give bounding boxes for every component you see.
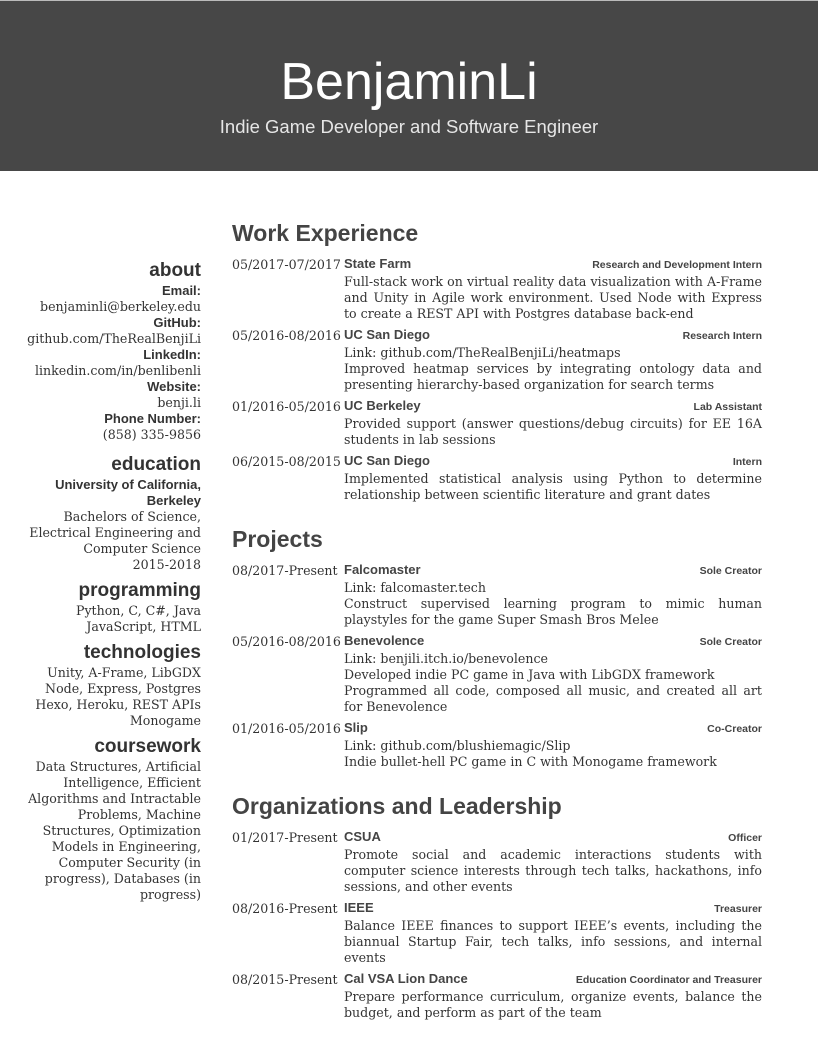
entry-line: Balance IEEE finances to support IEEE’s events, including the biannual Startup Fair, tech talks, info sessions, and internal events bbox=[344, 918, 762, 965]
section-projects bbox=[232, 525, 762, 770]
sidebar bbox=[20, 259, 201, 903]
github-label: GitHub: bbox=[153, 315, 201, 330]
email-label: Email: bbox=[161, 283, 201, 298]
entry bbox=[232, 899, 762, 966]
entry-line: Promote social and academic interactions students with computer science interests through tech talks, hackathons, info sessions, and other events bbox=[344, 847, 762, 894]
entry-date: 01/2016-05/2016 bbox=[232, 399, 341, 414]
entry-date: 08/2017-Present bbox=[232, 563, 338, 578]
email-value[interactable]: benjaminli@berkeley.edu bbox=[40, 299, 201, 314]
entry-line: Implemented statistical analysis using Python to determine relationship between scientific literature and grant dates bbox=[344, 471, 762, 502]
entry bbox=[232, 397, 762, 448]
entry-link[interactable]: Link: falcomaster.tech bbox=[344, 580, 486, 595]
entry-org: State Farm bbox=[344, 256, 412, 271]
entry bbox=[232, 326, 762, 393]
entry-org: Falcomaster bbox=[344, 562, 421, 577]
section-heading: Projects bbox=[232, 526, 323, 552]
coursework-list: Data Structures, Artificial Intelligence, Efficient Algorithms and Intractable Problems, Machine Structures, Optimization Models in Engineering, Computer Security (in progress), Databases (in progress) bbox=[28, 759, 201, 902]
entry-line: Programmed all code, composed all music, and created all art for Benevolence bbox=[344, 683, 762, 714]
section-heading: Organizations and Leadership bbox=[232, 793, 562, 819]
entry-org: IEEE bbox=[344, 900, 374, 915]
programming-line: Python, C, C#, Java bbox=[75, 603, 201, 618]
entry-date: 01/2016-05/2016 bbox=[232, 721, 341, 736]
education-heading: education bbox=[111, 454, 201, 475]
entry-line: Provided support (answer questions/debug circuits) for EE 16A students in lab sessions bbox=[344, 416, 762, 447]
entry-link[interactable]: Link: benjili.itch.io/benevolence bbox=[344, 651, 548, 666]
entry-date: 06/2015-08/2015 bbox=[232, 454, 341, 469]
programming-line: JavaScript, HTML bbox=[86, 619, 201, 634]
technologies-line: Monogame bbox=[129, 713, 201, 728]
tagline: Indie Game Developer and Software Engineer bbox=[219, 116, 599, 137]
entry bbox=[232, 561, 762, 628]
entry-org: Cal VSA Lion Dance bbox=[344, 971, 468, 986]
phone-value: (858) 335-9856 bbox=[102, 427, 201, 442]
entry-date: 08/2015-Present bbox=[232, 972, 338, 987]
technologies-line: Unity, A-Frame, LibGDX bbox=[47, 665, 201, 680]
main-content bbox=[232, 219, 762, 1043]
technologies-line: Node, Express, Postgres bbox=[45, 681, 201, 696]
entry bbox=[232, 719, 762, 770]
entry-org: UC San Diego bbox=[344, 453, 430, 468]
entry-role: Research Intern bbox=[682, 330, 762, 342]
entry-date: 05/2016-08/2016 bbox=[232, 328, 341, 343]
entry-date: 08/2016-Present bbox=[232, 901, 338, 916]
linkedin-value[interactable]: linkedin.com/in/benlibenli bbox=[34, 363, 201, 378]
phone-label: Phone Number: bbox=[104, 411, 201, 426]
entry-line: Developed indie PC game in Java with LibGDX framework bbox=[344, 667, 715, 682]
entry-link[interactable]: Link: github.com/TheRealBenjiLi/heatmaps bbox=[344, 345, 621, 360]
technologies-line: Hexo, Heroku, REST APIs bbox=[35, 697, 201, 712]
entry-role: Co-Creator bbox=[707, 723, 762, 735]
education-years: 2015-2018 bbox=[132, 557, 201, 572]
entry-link[interactable]: Link: github.com/blushiemagic/Slip bbox=[344, 738, 571, 753]
entry-org: CSUA bbox=[344, 829, 381, 844]
entry bbox=[232, 970, 762, 1021]
entry-line: Full-stack work on virtual reality data visualization with A-Frame and Unity in Agile work environment. Used Node with Express to create a REST API with Postgres database back-end bbox=[344, 274, 762, 321]
section-heading: Work Experience bbox=[232, 220, 419, 246]
header-banner bbox=[0, 0, 818, 171]
entry-org: UC San Diego bbox=[344, 327, 430, 342]
section-work-experience bbox=[232, 219, 762, 503]
entry-org: Benevolence bbox=[344, 633, 425, 648]
entry-org: UC Berkeley bbox=[344, 398, 421, 413]
entry-role: Sole Creator bbox=[699, 565, 762, 577]
entry-role: Officer bbox=[728, 832, 762, 844]
entry-date: 05/2016-08/2016 bbox=[232, 634, 341, 649]
coursework-heading: coursework bbox=[94, 736, 201, 757]
github-value[interactable]: github.com/TheRealBenjiLi bbox=[27, 331, 201, 346]
entry-line: Improved heatmap services by integrating ontology data and presenting hierarchy-based organization for search terms bbox=[344, 361, 762, 392]
entry-date: 05/2017-07/2017 bbox=[232, 257, 341, 272]
entry-role: Lab Assistant bbox=[693, 401, 762, 413]
entry bbox=[232, 255, 762, 322]
entry-role: Sole Creator bbox=[699, 636, 762, 648]
programming-heading: programming bbox=[78, 580, 201, 601]
entry-role: Intern bbox=[732, 456, 762, 468]
linkedin-label: LinkedIn: bbox=[143, 347, 201, 362]
technologies-heading: technologies bbox=[83, 642, 201, 663]
about-heading: about bbox=[149, 260, 201, 281]
entry-line: Indie bullet-hell PC game in C with Monogame framework bbox=[344, 754, 717, 769]
entry-role: Research and Development Intern bbox=[592, 259, 762, 271]
website-label: Website: bbox=[147, 379, 201, 394]
entry-org: Slip bbox=[344, 720, 368, 735]
website-value[interactable]: benji.li bbox=[157, 395, 201, 410]
entry-role: Treasurer bbox=[714, 903, 762, 915]
person-name: BenjaminLi bbox=[280, 53, 538, 111]
section-organizations bbox=[232, 792, 762, 1021]
school-name: University of California, Berkeley bbox=[55, 477, 201, 508]
entry-line: Construct supervised learning program to mimic human playstyles for the game Super Smash Bros Melee bbox=[344, 596, 762, 627]
entry-date: 01/2017-Present bbox=[232, 830, 338, 845]
entry bbox=[232, 828, 762, 895]
entry-line: Prepare performance curriculum, organize events, balance the budget, and perform as part of the team bbox=[344, 989, 762, 1020]
degree: Bachelors of Science, Electrical Engineering and Computer Science bbox=[29, 509, 201, 556]
entry bbox=[232, 452, 762, 503]
entry bbox=[232, 632, 762, 715]
entry-role: Education Coordinator and Treasurer bbox=[575, 974, 762, 986]
